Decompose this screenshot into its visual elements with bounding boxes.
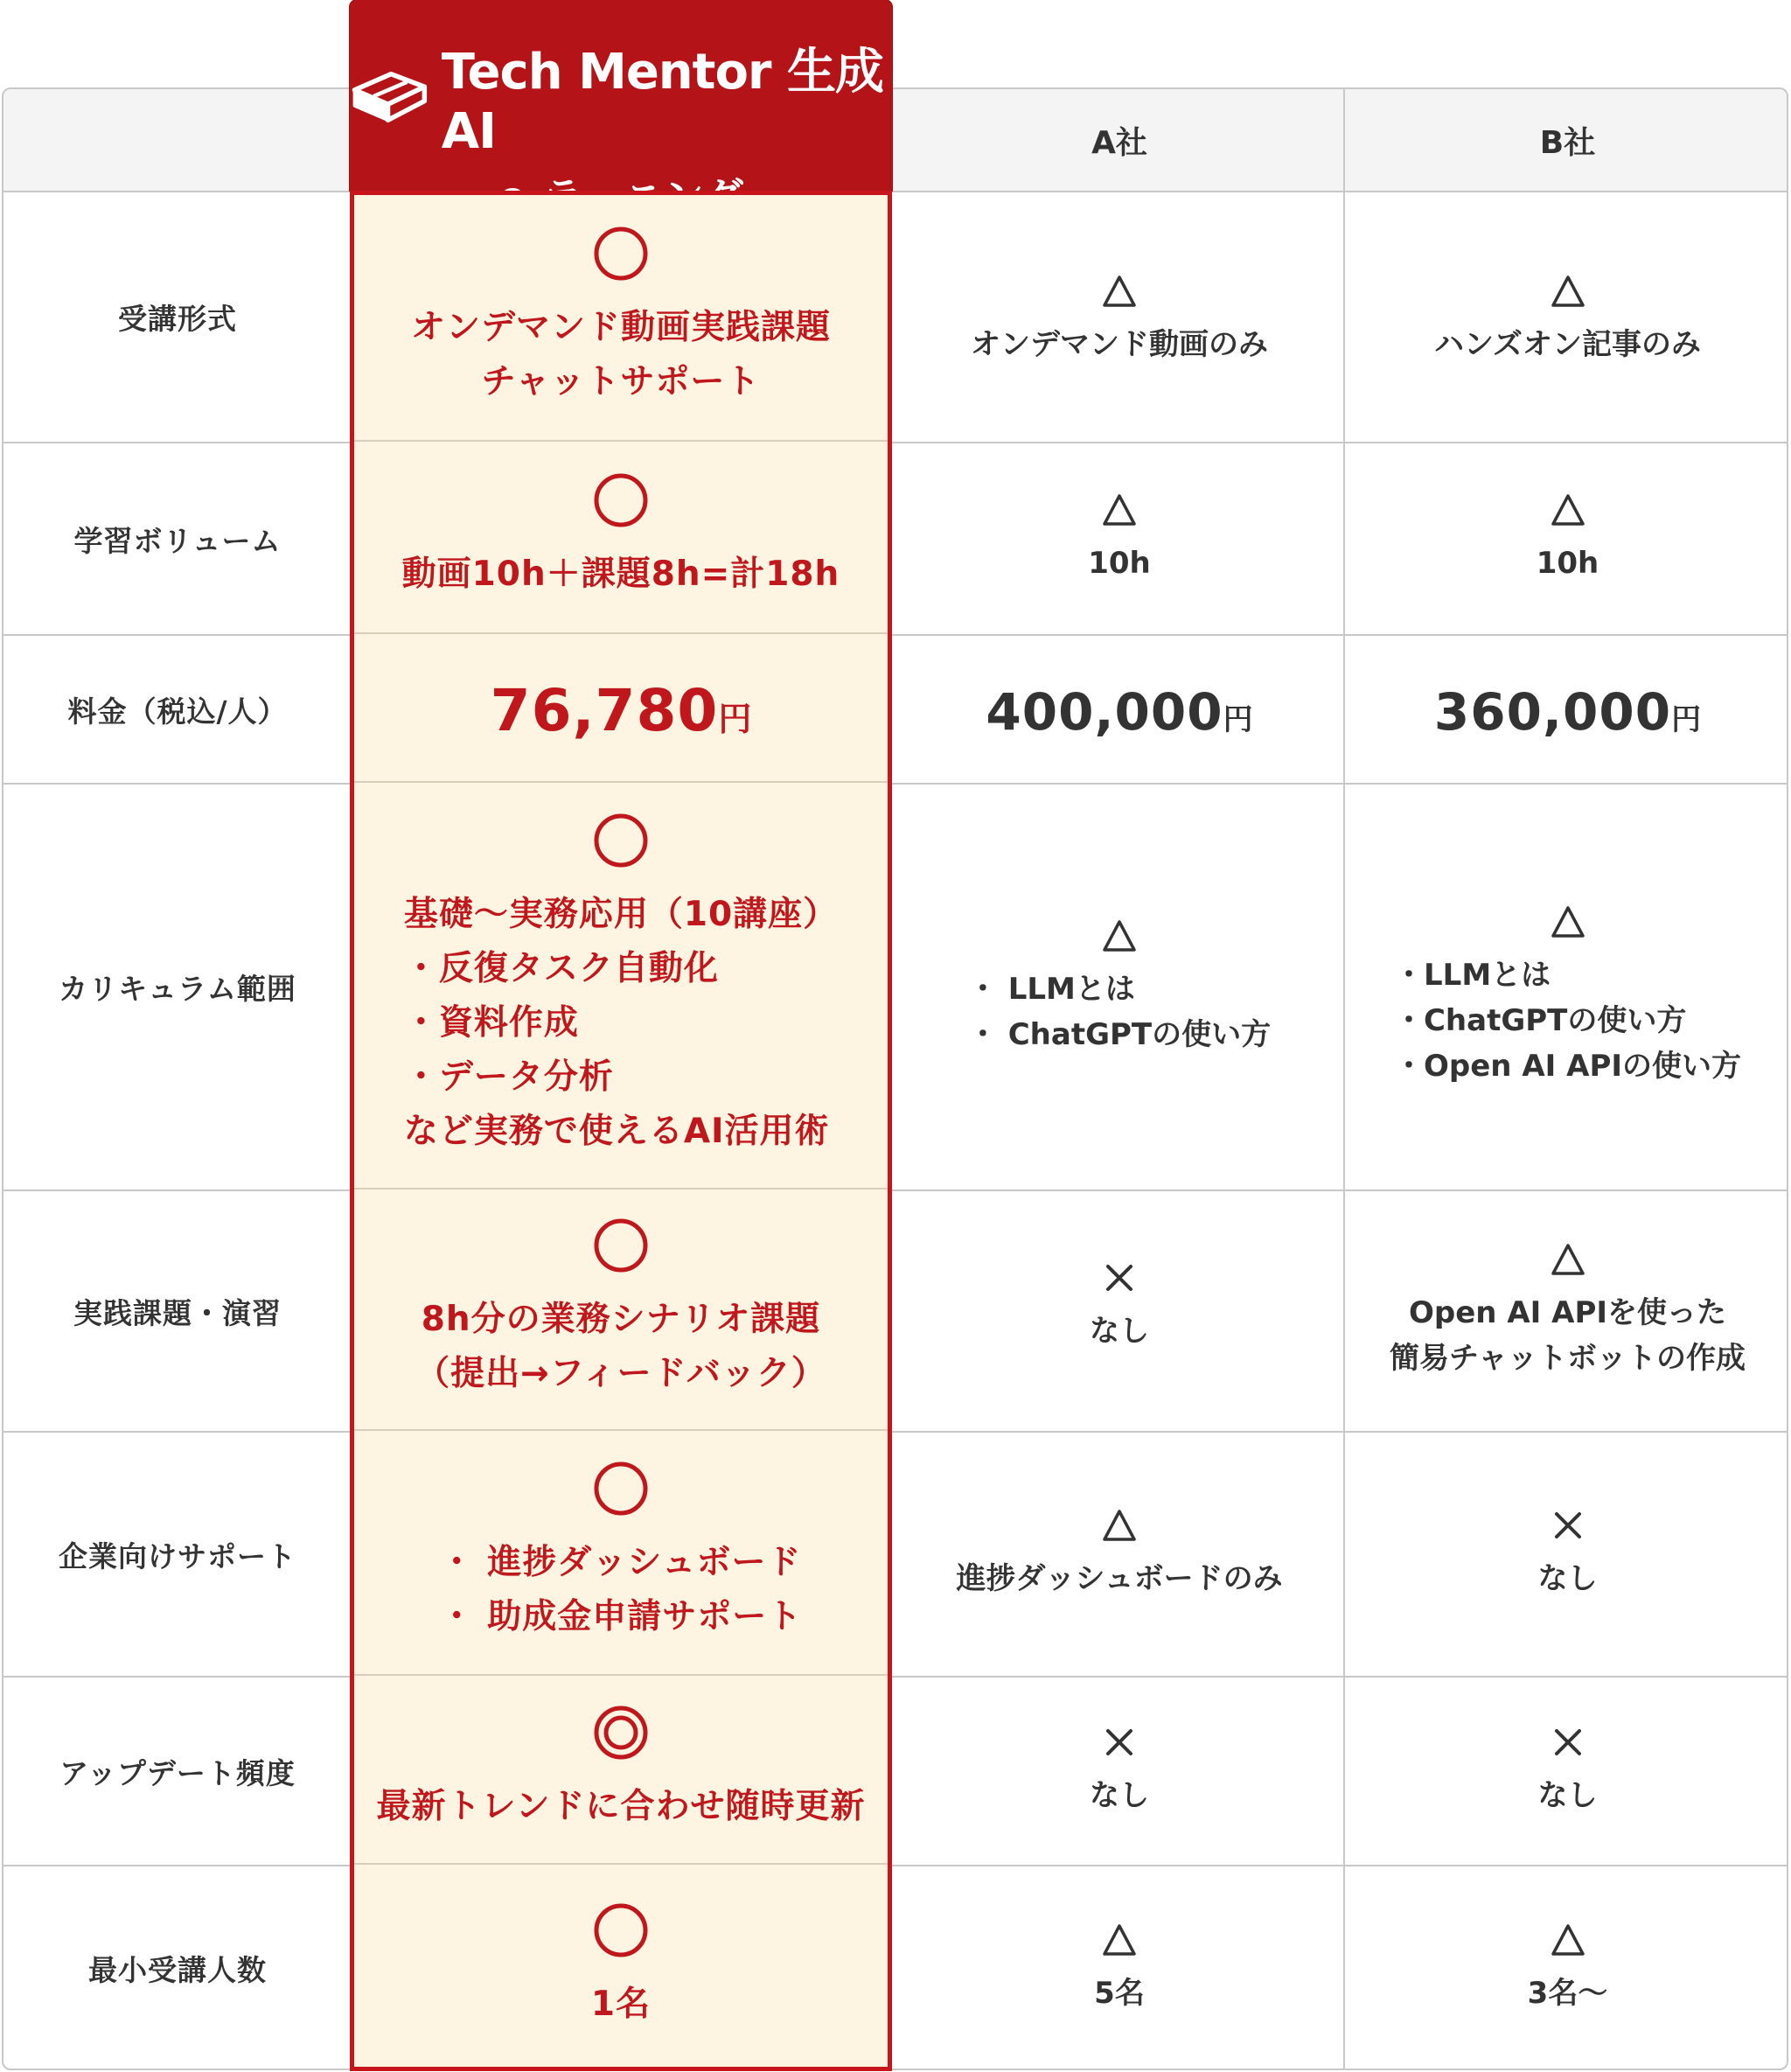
row-label-update (3, 1678, 352, 1865)
cross-icon (1101, 1259, 1138, 1296)
list-item: ・ 助成金申請サポート (439, 1597, 803, 1636)
a-format-text: オンデマンド動画のみ (971, 326, 1268, 362)
a-support-text: 進捗ダッシュボードのみ (956, 1561, 1283, 1596)
list-item: ・資料作成 (403, 1002, 579, 1043)
triangle-icon (1101, 1507, 1138, 1544)
list-item: ・ ChatGPTの使い方 (967, 1016, 1272, 1052)
b-curriculum-list (1394, 952, 1741, 1089)
b-support-cell (1345, 1433, 1788, 1676)
tm-format-cell (350, 195, 892, 440)
triangle-icon (1550, 903, 1586, 940)
tm-practice-text-2: （提出→フィードバック） (415, 1354, 826, 1393)
circle-icon (593, 1902, 649, 1958)
row-label-text: アップデート頻度 (59, 1755, 296, 1790)
tech-mentor-header (350, 0, 892, 191)
list-item: ・Open AI APIの使い方 (1393, 1048, 1742, 1084)
list-item: ・ChatGPTの使い方 (1393, 1002, 1687, 1038)
column-header-b-label: B社 (1539, 124, 1596, 161)
a-minimum-text: 5名 (1094, 1975, 1145, 2011)
b-volume-cell (1345, 443, 1788, 634)
tm-curriculum-list (404, 888, 838, 1159)
b-update-text: なし (1537, 1778, 1598, 1813)
list-item: 基礎〜実務応用（10講座） (403, 894, 839, 934)
tm-update-cell (350, 1676, 892, 1863)
triangle-icon (1101, 917, 1138, 954)
b-minimum-cell (1345, 1866, 1788, 2070)
row-label-text: 企業向けサポート (59, 1538, 296, 1573)
b-format-text: ハンズオン記事のみ (1434, 326, 1701, 362)
triangle-icon (1101, 1922, 1138, 1958)
b-support-text: なし (1537, 1561, 1598, 1596)
b-price-cell (1345, 636, 1788, 783)
tm-curriculum-cell (350, 783, 892, 1188)
tm-support-cell (350, 1431, 892, 1674)
b-format-cell (1345, 192, 1788, 442)
tm-volume-text: 動画10h＋課題8h=計18h (401, 555, 840, 594)
cross-icon (1101, 1724, 1138, 1761)
a-practice-cell (896, 1191, 1343, 1431)
row-label-volume (3, 443, 352, 634)
circle-icon (593, 1461, 649, 1517)
tm-price-cell (350, 634, 892, 781)
row-label-format (3, 192, 352, 442)
tm-price-unit: 円 (718, 699, 752, 738)
column-header-b (1345, 89, 1788, 191)
circle-icon (593, 813, 649, 869)
tm-price-value: 76,780 (490, 676, 719, 744)
b-volume-text: 10h (1536, 546, 1599, 581)
row-label-practice (3, 1191, 352, 1431)
tm-update-text: 最新トレンドに合わせ随時更新 (376, 1787, 866, 1826)
a-volume-text: 10h (1088, 546, 1151, 581)
a-price-value: 400,000 (986, 682, 1223, 742)
tm-support-list (440, 1536, 803, 1644)
column-header-a (896, 89, 1343, 191)
triangle-icon (1550, 273, 1586, 310)
triangle-icon (1550, 1922, 1586, 1958)
row-label-text: カリキュラム範囲 (59, 972, 296, 1006)
a-format-cell (896, 192, 1343, 442)
tm-format-text-2: チャットサポート (481, 362, 761, 401)
row-label-text: 料金（税込/人） (67, 694, 288, 729)
column-header-a-label: A社 (1091, 124, 1147, 161)
a-support-cell (896, 1433, 1343, 1676)
brand-logo (350, 33, 892, 160)
row-label-support (3, 1433, 352, 1676)
tm-practice-text-1: 8h分の業務シナリオ課題 (421, 1300, 821, 1339)
b-price-value: 360,000 (1433, 682, 1672, 742)
row-label-text: 最小受講人数 (88, 1953, 267, 1987)
a-curriculum-list (968, 966, 1271, 1057)
b-practice-cell (1345, 1191, 1788, 1431)
list-item: ・反復タスク自動化 (403, 948, 719, 988)
row-label-minimum (3, 1866, 352, 2070)
tm-minimum-cell (350, 1865, 892, 2069)
circle-icon (593, 226, 649, 282)
a-minimum-cell (896, 1866, 1343, 2070)
circle-icon (593, 1217, 649, 1273)
row-label-text: 学習ボリューム (73, 523, 282, 558)
list-item: ・ LLMとは (967, 971, 1135, 1007)
row-label-text: 受講形式 (118, 302, 237, 336)
a-volume-cell (896, 443, 1343, 634)
a-curriculum-cell (896, 785, 1343, 1189)
cross-icon (1550, 1724, 1586, 1761)
tm-minimum-text: 1名 (590, 1984, 652, 2024)
circle-icon (593, 472, 649, 528)
tech-mentor-column (350, 0, 892, 2072)
tm-volume-cell (350, 442, 892, 632)
a-price-cell (896, 636, 1343, 783)
list-item: ・LLMとは (1393, 957, 1551, 993)
comparison-table (2, 87, 1788, 2070)
row-label-price (3, 636, 352, 783)
brand-name: Tech Mentor 生成AI (441, 44, 884, 160)
row-label-text: 実践課題・演習 (73, 1295, 282, 1330)
b-update-cell (1345, 1678, 1788, 1865)
list-item: ・データ分析 (403, 1057, 614, 1097)
cross-icon (1550, 1507, 1586, 1544)
tm-practice-cell (350, 1189, 892, 1429)
a-update-text: なし (1090, 1778, 1149, 1813)
list-item: など実務で使えるAI活用術 (403, 1111, 830, 1151)
b-practice-text-1: Open AI APIを使った (1408, 1295, 1727, 1330)
cube-logo-icon (350, 66, 429, 128)
triangle-icon (1550, 492, 1586, 528)
triangle-icon (1550, 1241, 1586, 1278)
a-update-cell (896, 1678, 1343, 1865)
b-minimum-text: 3名〜 (1527, 1975, 1608, 2011)
row-label-curriculum (3, 785, 352, 1189)
triangle-icon (1101, 273, 1138, 310)
a-practice-text: なし (1090, 1314, 1149, 1349)
a-price-unit: 円 (1223, 702, 1253, 737)
b-curriculum-cell (1345, 785, 1788, 1189)
list-item: ・ 進捗ダッシュボード (439, 1543, 802, 1582)
b-practice-text-2: 簡易チャットボットの作成 (1390, 1341, 1746, 1376)
tm-format-text-1: オンデマンド動画実践課題 (410, 308, 831, 347)
double-circle-icon (593, 1705, 649, 1761)
triangle-icon (1101, 492, 1138, 528)
b-price-unit: 円 (1671, 702, 1702, 737)
